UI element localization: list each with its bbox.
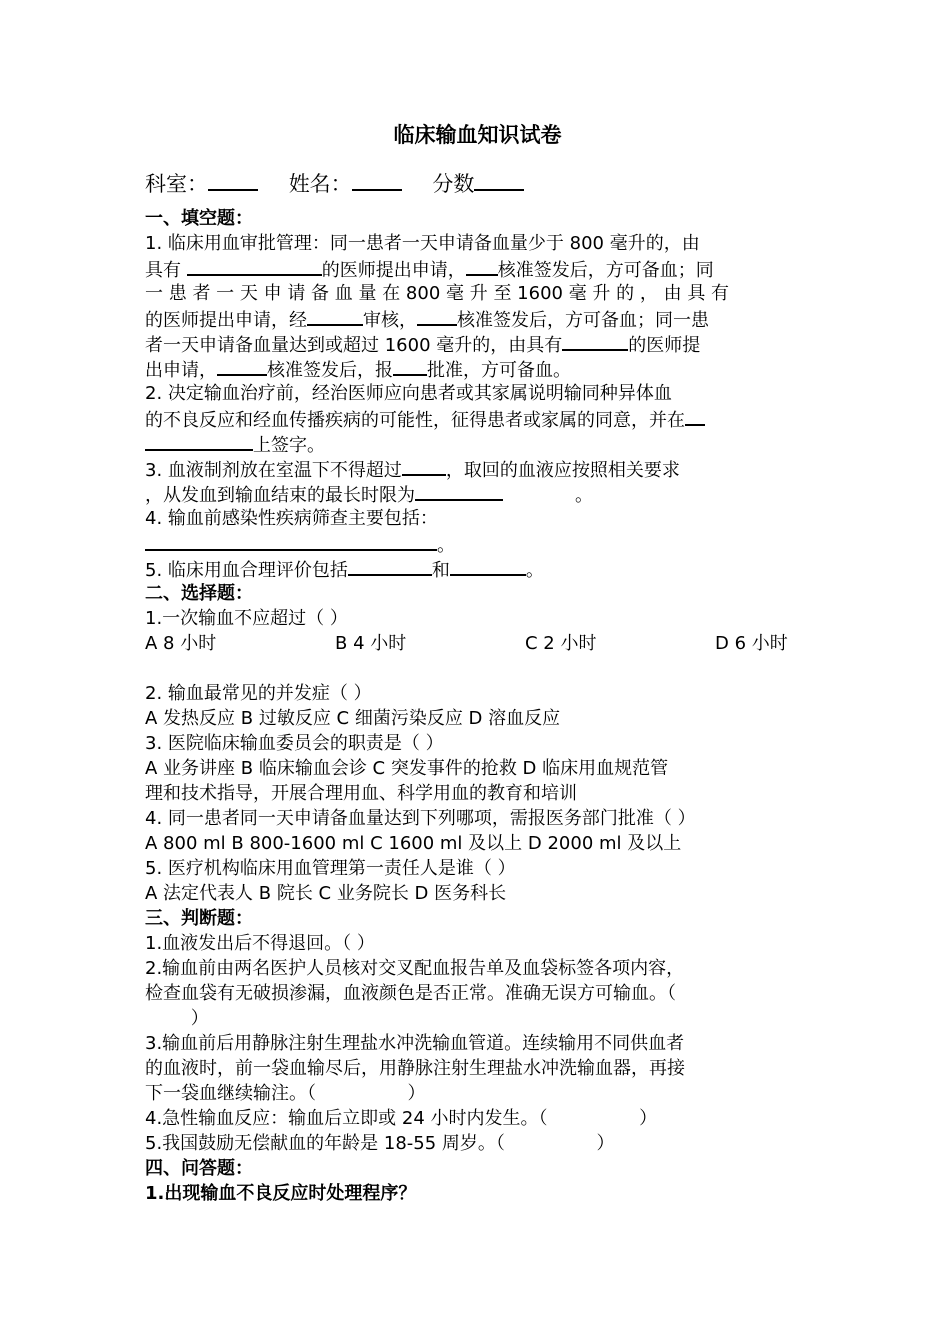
s1-q1-line6: 出申请， 核准签发后，报 批准，方可备血。 (145, 356, 810, 381)
exam-page (145, 120, 810, 1206)
s2-q1-option-a: A 8 小时 (145, 633, 217, 654)
s2-q4-options: A 800 ml B 800-1600 ml C 1600 ml 及以上 D 2000 ml 及以上 (145, 833, 682, 854)
s2-q1-option-d: D 6 小时 (715, 633, 788, 654)
s2-q1-options (145, 631, 810, 656)
s3-q3-line1: 3.输血前后用静脉注射生理盐水冲洗输血管道。连续输用不同供血者 (145, 1033, 685, 1054)
s1-q1-line4: 的医师提出申请，经 审核， 核准签发后，方可备血；同一患 (145, 306, 810, 331)
s2-q5-stem: 5. 医疗机构临床用血管理第一责任人是谁（ ） (145, 858, 516, 879)
name-blank (352, 168, 402, 191)
s3-q5: 5.我国鼓励无偿献血的年龄是 18-55 周岁。（ ） (145, 1133, 615, 1154)
score-label: 分数 (432, 172, 475, 196)
s1-q4-line1: 4. 输血前感染性疾病筛查主要包括： (145, 508, 438, 529)
s1-q1-line5: 者一天申请备血量达到或超过 1600 毫升的，由具有 的医师提 (145, 331, 810, 356)
s2-q1-option-c: C 2 小时 (525, 633, 597, 654)
s1-q4-line2: 。 (145, 531, 810, 556)
s1-q2-line3: 上签字。 (145, 431, 810, 456)
section-2-heading: 二、选择题： (145, 583, 253, 604)
s3-q3-line2: 的血液时，前一袋血输尽后，用静脉注射生理盐水冲洗输血器，再接 (145, 1058, 685, 1079)
s3-q2-line2: 检查血袋有无破损渗漏，血液颜色是否正常。准确无误方可输血。（ (145, 983, 676, 1004)
score-blank (474, 168, 524, 191)
dept-label: 科室： (145, 172, 208, 196)
s3-q4: 4.急性输血反应：输血后立即或 24 小时内发生。（ ） (145, 1108, 658, 1129)
s2-q2-options: A 发热反应 B 过敏反应 C 细菌污染反应 D 溶血反应 (145, 708, 561, 729)
section-3-heading: 三、判断题： (145, 908, 253, 929)
s2-q3-options-line2: 理和技术指导，开展合理用血、科学用血的教育和培训 (145, 783, 577, 804)
s1-q1-line3: 一 患 者 一 天 申 请 备 血 量 在 800 毫 升 至 1600 毫 升 的 ， 由 具 有 (145, 283, 730, 304)
exam-title: 临床输血知识试卷 (393, 123, 562, 147)
s1-q1-line2: 具有 的医师提出申请， 核准签发后，方可备血；同 (145, 256, 810, 281)
s3-q2-line3: ） (145, 1008, 209, 1029)
s1-q5: 5. 临床用血合理评价包括 和 。 (145, 556, 810, 581)
s3-q3-line3: 下一袋血继续输注。（ ） (145, 1083, 426, 1104)
dept-blank (208, 168, 258, 191)
s2-q2-stem: 2. 输血最常见的并发症（ ） (145, 683, 372, 704)
s1-q1-line1: 1. 临床用血审批管理：同一患者一天申请备血量少于 800 毫升的，由 (145, 233, 700, 254)
s2-q3-options-line1: A 业务讲座 B 临床输血会诊 C 突发事件的抢救 D 临床用血规范管 (145, 758, 669, 779)
s1-q3-line1: 3. 血液制剂放在室温下不得超过 ，取回的血液应按照相关要求 (145, 456, 810, 481)
s1-q2-line1: 2. 决定输血治疗前，经治医师应向患者或其家属说明输同种异体血 (145, 383, 672, 404)
section-4-heading: 四、问答题： (145, 1158, 253, 1179)
section-1-heading: 一、填空题： (145, 208, 253, 229)
s3-q1: 1.血液发出后不得退回。（ ） (145, 933, 375, 954)
s2-q5-options: A 法定代表人 B 院长 C 业务院长 D 医务科长 (145, 883, 507, 904)
exam-header-fields (145, 168, 810, 200)
s2-q1-stem: 1.一次输血不应超过（ ） (145, 608, 348, 629)
name-label: 姓名： (288, 172, 352, 196)
s1-q3-line2: ，从发血到输血结束的最长时限为 。 (145, 481, 810, 506)
s2-q1-option-b: B 4 小时 (335, 633, 407, 654)
s2-q4-stem: 4. 同一患者同一天申请备血量达到下列哪项，需报医务部门批准（ ） (145, 808, 696, 829)
s3-q2-line1: 2.输血前由两名医护人员核对交叉配血报告单及血袋标签各项内容， (145, 958, 685, 979)
s4-q1: 1.出现输血不良反应时处理程序？ (145, 1183, 417, 1204)
s2-q3-stem: 3. 医院临床输血委员会的职责是（ ） (145, 733, 444, 754)
s1-q2-line2: 的不良反应和经血传播疾病的可能性，征得患者或家属的同意，并在 (145, 406, 810, 431)
